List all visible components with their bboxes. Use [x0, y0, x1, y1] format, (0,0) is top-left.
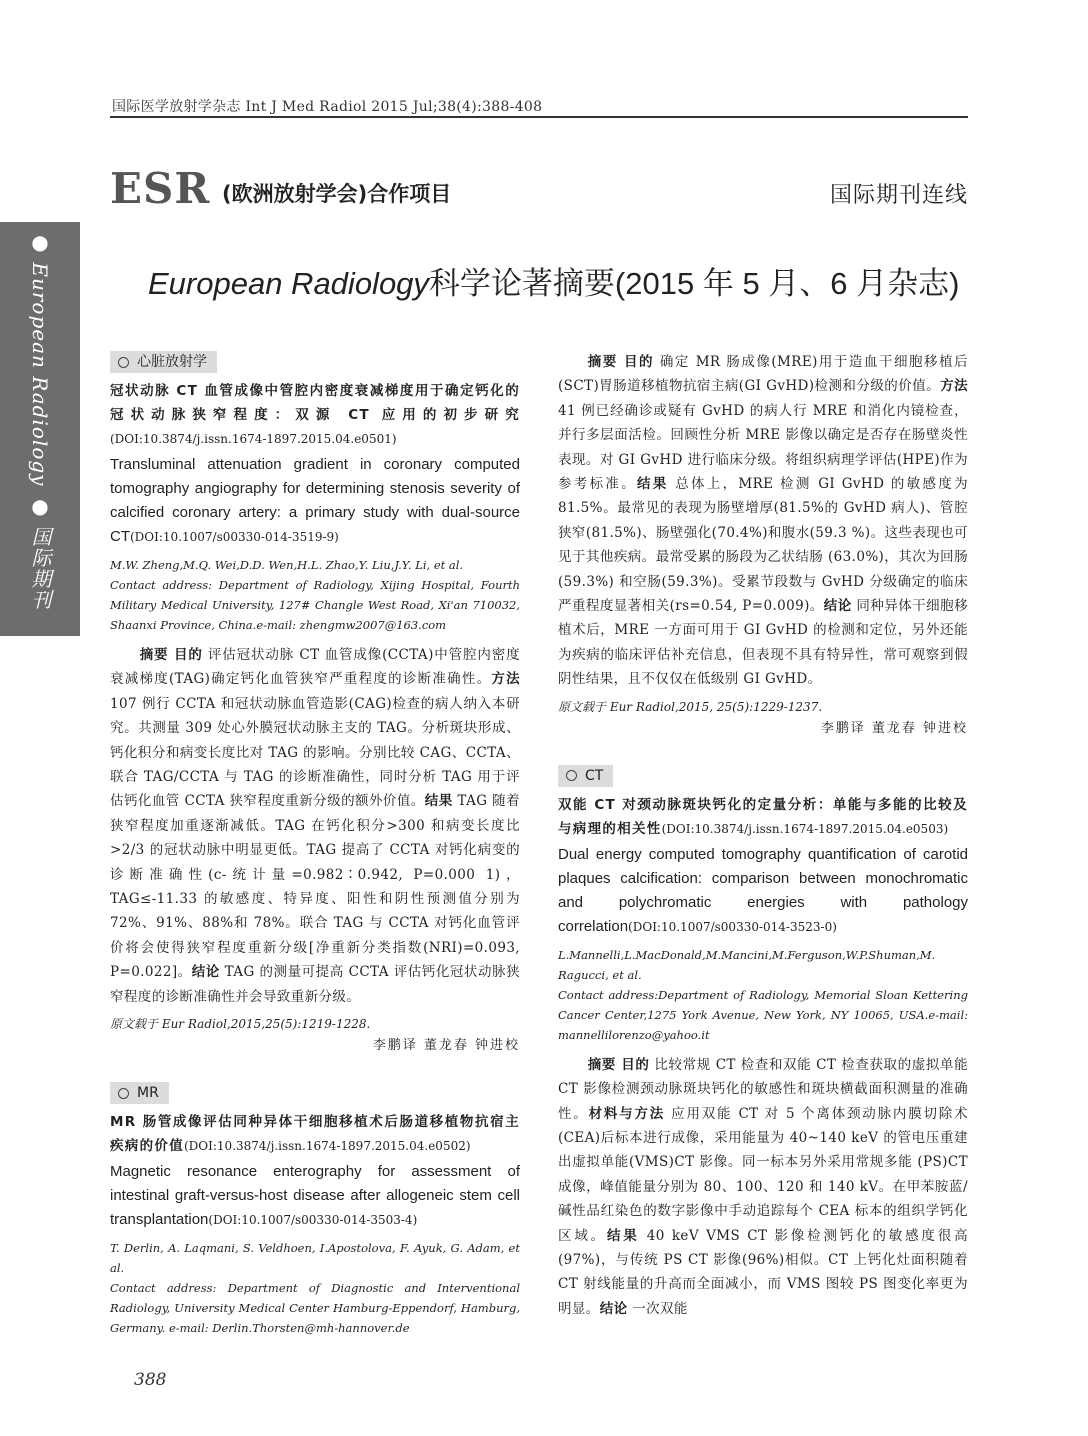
article-en-doi: (DOI:10.1007/s00330-014-3523-0): [628, 919, 837, 934]
article-cn-doi: (DOI:10.3874/j.issn.1674-1897.2015.04.e0502): [184, 1139, 471, 1154]
category-badge: MR: [110, 1082, 169, 1104]
circle-icon: [118, 357, 129, 368]
article-cn-doi: (DOI:10.3874/j.issn.1674-1897.2015.04.e0501): [110, 432, 397, 446]
article-en-title: Transluminal attenuation gradient in coronary computed tomography angiography for determining stenosis severity of calcified coronary artery: a primary study with dual-source CT(DOI:10.1007/s00330-014-3519-9): [110, 456, 520, 545]
article-en-doi: (DOI:10.1007/s00330-014-3519-9): [130, 530, 339, 544]
page-title-journal: European Radiology: [148, 266, 429, 301]
article-source: 原文载于 Eur Radiol,2015,25(5):1219-1228.: [110, 1017, 371, 1032]
right-column: [558, 350, 968, 1321]
article-abstract: 摘要 目的 评估冠状动脉 CT 血管成像(CCTA)中管腔内密度衰减梯度(TAG)确定钙化血管狭窄严重程度的诊断准确性。方法 107 例行 CCTA 和冠状动脉血管造影(CAG)检查的病人纳入本研究。共测量 309 处心外膜冠状动脉主支的 TAG。分析斑块形成、钙化积分和病变长度比对 TAG 的影响。分别比较 CAG、CCTA、联合 TAG/CCTA 与 TAG 的诊断准确性，同时分析 TAG 用于评估钙化血管 CCTA 狭窄程度重新分级的额外价值。结果 TAG 随着狭窄程度加重逐渐减低。TAG 在钙化积分>300 和病变长度比>2/3 的冠状动脉中明显更低。TAG 提高了 CCTA 对钙化病变的诊断准确性(c-统计量=0.982∶0.942, P=0.000 1)，TAG≤-11.33 的敏感度、特异度、阳性和阴性预测值分别为 72%、91%、88%和 78%。联合 TAG 与 CCTA 对钙化血管评价将会使得狭窄程度重新分级[净重新分类指数(NRI)=0.093, P=0.022]。结论 TAG 的测量可提高 CCTA 评估钙化冠状动脉狭窄程度的诊断准确性并会导致重新分级。: [110, 647, 520, 1005]
article-contact: Contact address: Department of Diagnostic and Interventional Radiology, University Medical Center Hamburg-Eppendorf, Hamburg, Germany. e-mail: Derlin.Thorsten@mh-hannover.de: [110, 1281, 520, 1336]
header-rule: [110, 116, 968, 118]
circle-icon: [566, 770, 577, 781]
esr-logo: ESR: [110, 164, 211, 213]
article-abstract: 摘要 目的 确定 MR 肠成像(MRE)用于造血干细胞移植后(SCT)胃肠道移植物抗宿主病(GI GvHD)检测和分级的价值。方法 41 例已经确诊或疑有 GvHD 的病人行 MRE 和消化内镜检查，并行多层面活检。回顾性分析 MRE 影像以确定是否存在肠壁炎性表现。对 GI GvHD 进行临床分级。将组织病理学评估(HPE)作为参考标准。结果 总体上，MRE 检测 GI GvHD 的敏感度为 81.5%。最常见的表现为肠壁增厚(81.5%的 GvHD 病人)、管腔狭窄(81.5%)、肠壁强化(70.4%)和腹水(59.3 %)。这些表现也可见于其他疾病。最常受累的肠段为乙状结肠 (63.0%)，其次为回肠 (59.3%) 和空肠(59.3%)。受累节段数与 GvHD 分级确定的临床严重程度显著相关(rs=0.54, P=0.009)。结论 同种异体干细胞移植术后，MRE 一方面可用于 GI GvHD 的检测和定位，另外还能为疾病的临床评估补充信息，但表现不具有特异性，常可观察到假阴性结果，且不仅仅在低级别 GI GvHD。: [558, 354, 968, 688]
article-cn-title: 双能 CT 对颈动脉斑块钙化的定量分析：单能与多能的比较及与病理的相关性(DOI:10.3874/j.issn.1674-1897.2015.04.e0503): [558, 796, 968, 837]
side-tab-text: ● European Radiology ● 国际期刊: [28, 230, 52, 611]
left-column: [110, 350, 520, 1338]
section-label: 国际期刊连线: [829, 183, 968, 208]
article-en-doi: (DOI:10.1007/s00330-014-3503-4): [208, 1213, 418, 1228]
article-cn-title: 冠状动脉 CT 血管成像中管腔内密度衰减梯度用于确定钙化的冠状动脉狭窄程度：双源 CT 应用的初步研究(DOI:10.3874/j.issn.1674-1897.2015.04.e0501): [110, 383, 520, 446]
running-head: 国际医学放射学杂志 Int J Med Radiol 2015 Jul;38(4):388-408: [112, 99, 543, 115]
article-cn-doi: (DOI:10.3874/j.issn.1674-1897.2015.04.e0503): [661, 821, 949, 836]
article-source: 原文载于 Eur Radiol,2015, 25(5):1229-1237.: [558, 699, 823, 714]
article-contact: Contact address: Department of Radiology, Xijing Hospital, Fourth Military Medical University, 127# Changle West Road, Xi'an 710032, Shaanxi Province, China.e-mail: zhengmw2007@163.com: [110, 578, 520, 632]
article-en-title: Magnetic resonance enterography for assessment of intestinal graft-versus-host disease after allogeneic stem cell transplantation(DOI:10.1007/s00330-014-3503-4): [110, 1163, 520, 1229]
article-authors: T. Derlin, A. Laqmani, S. Veldhoen, I.Apostolova, F. Ayuk, G. Adam, et al.: [110, 1241, 520, 1276]
article-contact: Contact address:Department of Radiology, Memorial Sloan Kettering Cancer Center,1275 York Avenue, New York, NY 10065, USA.e-mail: mannellilorenzo@yahoo.it: [558, 987, 968, 1042]
page-number: 388: [134, 1370, 167, 1390]
circle-icon: [118, 1088, 129, 1099]
esr-subtitle: (欧洲放射学会)合作项目: [222, 182, 452, 206]
page-title-rest: 科学论著摘要(2015 年 5 月、6 月杂志): [428, 266, 960, 301]
article-abstract: 摘要 目的 比较常规 CT 检查和双能 CT 检查获取的虚拟单能 CT 影像检测颈动脉斑块钙化的敏感性和斑块横截面积测量的准确性。材料与方法 应用双能 CT 对 5 个离体颈动脉内膜切除术(CEA)后标本进行成像，采用能量为 40~140 keV 的管电压重建出虚拟单能(VMS)CT 影像。同一标本另外采用常规多能 (PS)CT 成像，峰值能量分别为 80、100、120 和 140 kV。在甲苯胺蓝/碱性品红染色的数字影像中手动追踪每个 CEA 标本的组织学钙化区域。结果 40 keV VMS CT 影像检测钙化的敏感度很高 (97%)，与传统 PS CT 影像(96%)相似。CT 上钙化灶面积随着 CT 射线能量的升高而全面减小，而 VMS 图较 PS 图变化率更为明显。结论 一次双能: [558, 1056, 968, 1317]
article-en-title: Dual energy computed tomography quantification of carotid plaques calcification: comparison between monochromatic and polychromatic energies with pathology correlation(DOI:10.1007/s00330-014-3523-0): [558, 845, 968, 935]
article-translator: 李鹏译 董龙春 钟进校: [820, 720, 968, 736]
page-title: [148, 258, 959, 303]
article-translator: 李鹏译 董龙春 钟进校: [372, 1038, 520, 1054]
article-authors: M.W. Zheng,M.Q. Wei,D.D. Wen,H.L. Zhao,Y. Liu,J.Y. Li, et al.: [110, 558, 464, 572]
category-badge: CT: [558, 765, 613, 787]
article-cn-title: MR 肠管成像评估同种异体干细胞移植术后肠道移植物抗宿主疾病的价值(DOI:10.3874/j.issn.1674-1897.2015.04.e0502): [110, 1114, 520, 1155]
category-badge: 心脏放射学: [110, 351, 217, 373]
article-authors: L.Mannelli,L.MacDonald,M.Mancini,M.Ferguson,W.P.Shuman,M. Ragucci, et al.: [558, 947, 936, 982]
